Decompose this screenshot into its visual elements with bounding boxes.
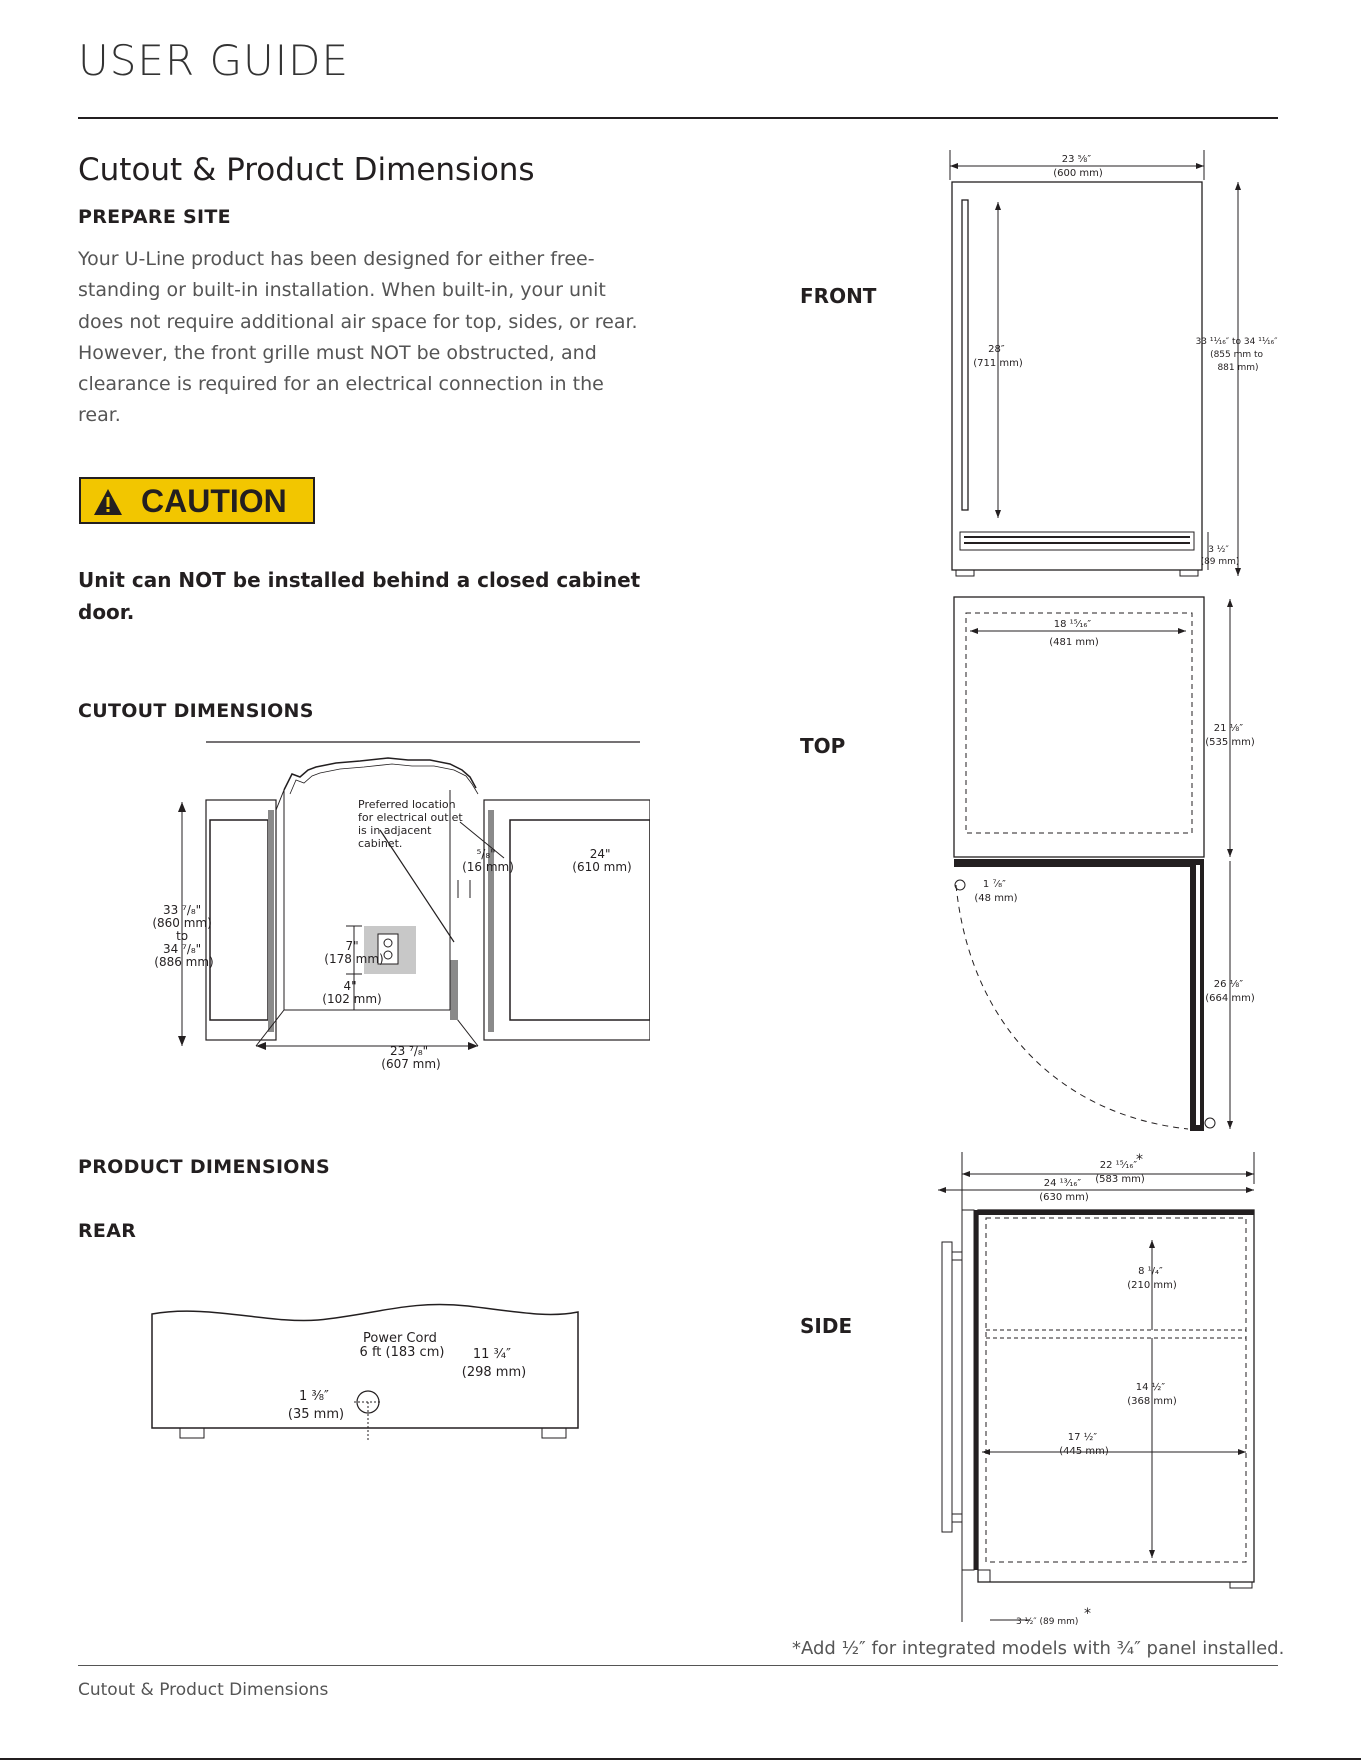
cutout-gap-label: ⁵/₈" (16 mm) [462, 847, 514, 874]
side-toe-label: 3 ½″ (89 mm) [1016, 1617, 1079, 1627]
rear-label: REAR [78, 1220, 137, 1242]
front-grille-label: 3 ½″ (89 mm) [1200, 545, 1240, 567]
cutout-diagram [140, 730, 650, 1090]
front-height-label: 33 ¹¹⁄₁₆″ to 34 ¹¹⁄₁₆″ (855 mm to 881 mm) [1195, 337, 1278, 373]
side-view-diagram [930, 1150, 1270, 1630]
caution-box [79, 477, 315, 524]
cutout-heading: CUTOUT DIMENSIONS [78, 700, 314, 722]
caution-label: CAUTION [141, 483, 287, 519]
side-depth-total-label: 24 ¹³⁄₁₆″ (630 mm) [1039, 1178, 1089, 1203]
section-title: Cutout & Product Dimensions [78, 152, 535, 188]
cord-offset-label: 11 ¾″ (298 mm) [461, 1347, 527, 1380]
cutout-depth-label: 24" (610 mm) [572, 847, 632, 874]
side-lower-label: 14 ½″ (368 mm) [1127, 1382, 1177, 1407]
right-cabinet [484, 800, 650, 1040]
top-hinge-label: 1 ⁷⁄₈″ (48 mm) [974, 879, 1018, 904]
warning-icon [93, 488, 123, 516]
footnote: *Add ½″ for integrated models with ¾″ panel installed. [792, 1638, 1285, 1659]
footer-text: Cutout & Product Dimensions [78, 1680, 329, 1700]
prepare-site-heading: PREPARE SITE [78, 206, 231, 228]
cutout-height-label: 33 ⁷/₈" (860 mm) to 34 ⁷/₈" (886 mm) [152, 903, 214, 969]
footer-rule [78, 1665, 1278, 1666]
cutout-width-label: 23 ⁷/₈" (607 mm) [381, 1044, 441, 1071]
side-asterisk-bottom: * [1084, 1606, 1091, 1622]
cutout-torn-edge [284, 758, 476, 790]
cord-height-label: 1 ⅜″ (35 mm) [287, 1389, 345, 1422]
page-header-title: USER GUIDE [78, 36, 350, 85]
power-cord-label: Power Cord 6 ft (183 cm) [359, 1331, 445, 1360]
door-swing-arc [956, 885, 1188, 1129]
header-rule [78, 117, 1278, 119]
top-depth-label: 21 ⅛″ (535 mm) [1205, 723, 1255, 748]
outlet-note: Preferred location for electrical outlet is in adjacent cabinet. [358, 798, 463, 850]
side-view-label: SIDE [800, 1314, 853, 1338]
page-bottom-rule [0, 1758, 1361, 1760]
front-width-label: 23 ⅝″ (600 mm) [1053, 154, 1103, 179]
rear-diagram [148, 1300, 588, 1450]
top-door-swing-label: 26 ⅛″ (664 mm) [1205, 979, 1255, 1004]
front-door-height-label: 28″ (711 mm) [973, 344, 1023, 369]
side-bottom-depth-label: 17 ½″ (445 mm) [1059, 1432, 1109, 1457]
top-view-label: TOP [800, 734, 846, 758]
prepare-site-paragraph: Your U-Line product has been designed for either free-standing or built-in installation. When built-in, your unit does not require additional air space for top, sides, or rear. However, the front grille must NOT be obstructed, and clearance is required for an electrical connection in the rear. [78, 248, 638, 427]
side-asterisk-top: * [1136, 1152, 1143, 1168]
front-view-label: FRONT [800, 284, 877, 308]
side-upper-label: 8 ¹/₄″ (210 mm) [1127, 1266, 1177, 1291]
product-heading: PRODUCT DIMENSIONS [78, 1156, 330, 1178]
side-depth-cabinet-label: 22 ¹⁵⁄₁₆″ (583 mm) [1095, 1160, 1145, 1185]
front-view-diagram [940, 140, 1280, 590]
left-cabinet [206, 800, 276, 1040]
outlet-height-label: 7" (178 mm) [324, 939, 384, 966]
warning-text: Unit can NOT be installed behind a closed cabinet door. [78, 568, 641, 624]
top-interior-width-label: 18 ¹⁵⁄₁₆″ (481 mm) [1049, 619, 1099, 648]
outlet-offset-label: 4" (102 mm) [322, 979, 382, 1006]
top-view-diagram [940, 595, 1280, 1150]
